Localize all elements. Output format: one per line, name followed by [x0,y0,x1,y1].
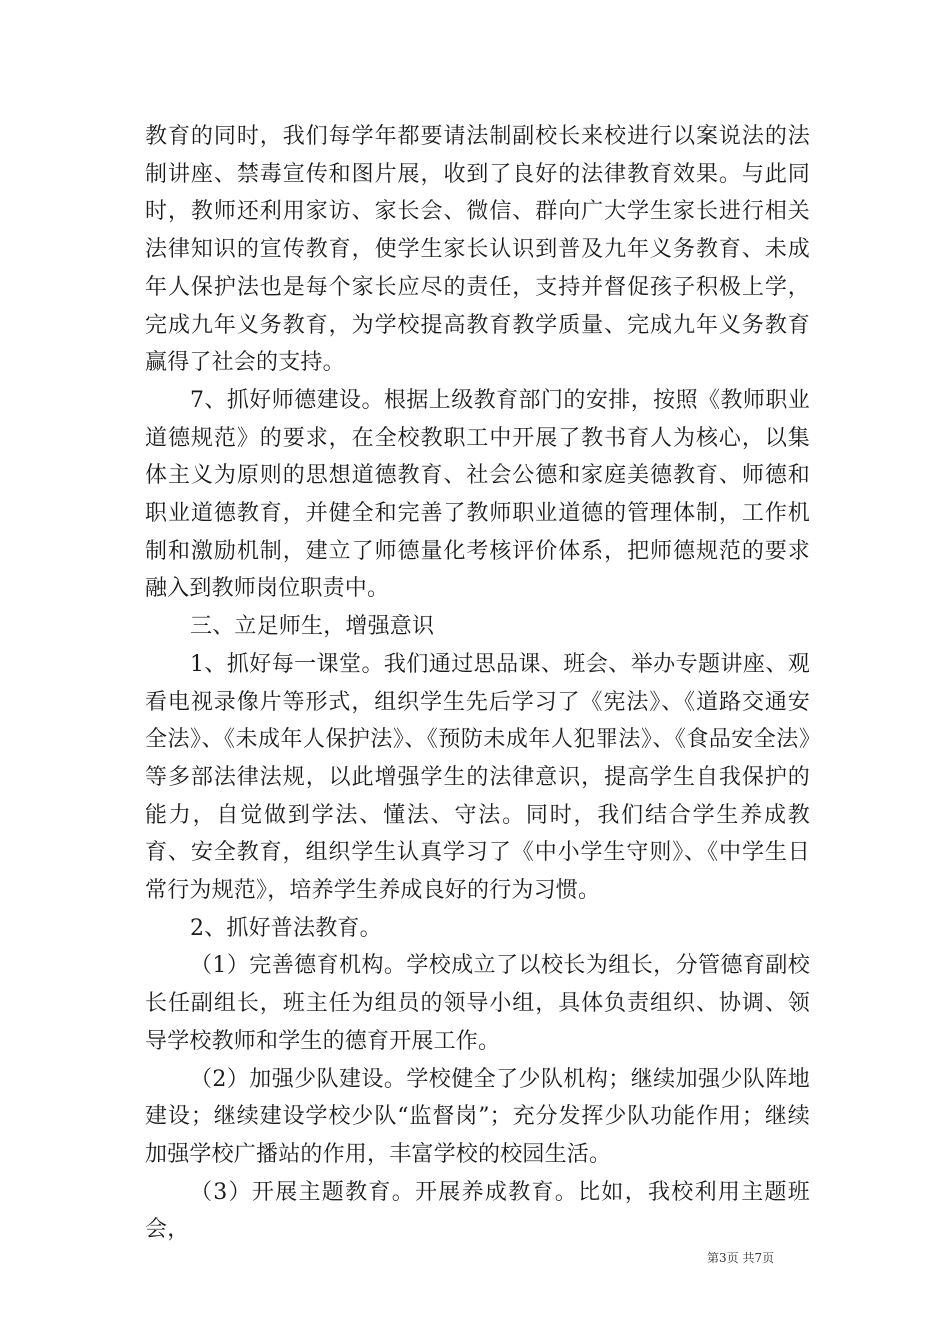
paragraph-item-7: 7、抓好师德建设。根据上级教育部门的安排，按照《教师职业道德规范》的要求，在全校教职工中开展了教书育人为核心，以集体主义为原则的思想道德教育、社会公德和家庭美德教育、师德和职业道德教育，并健全和完善了教师职业道德的管理体制，工作机制和激励机制，建立了师德量化考核评价体系，把师德规范的要求融入到教师岗位职责中。 [145,387,810,602]
paragraph-sub-1: （1）完善德育机构。学校成立了以校长为组长，分管德育副校长任副组长，班主任为组员的领导小组，具体负责组织、协调、领导学校教师和学生的德育开展工作。 [145,953,810,1054]
paragraph-sub-3: （3）开展主题教育。开展养成教育。比如，我校利用主题班会， [145,1179,810,1243]
page-number: 第3页 共7页 [707,1251,775,1265]
paragraph-item-2: 2、抓好普法教育。 [190,915,382,941]
paragraph-item-1: 1、抓好每一课堂。我们通过思品课、班会、举办专题讲座、观看电视录像片等形式，组织学生先后学习了《宪法》、《道路交通安全法》、《未成年人保护法》、《预防未成年人犯罪法》、《食品安全法》等多部法律法规，以此增强学生的法律意识，提高学生自我保护的能力，自觉做到学法、懂法、守法。同时，我们结合学生养成教育、安全教育，组织学生认真学习了《中小学生守则》、《中学生日常行为规范》，培养学生养成良好的行为习惯。 [145,651,810,904]
section-heading-3: 三、立足师生，增强意识 [190,614,435,640]
paragraph-sub-2: （2）加强少队建设。学校健全了少队机构；继续加强少队阵地建设；继续建设学校少队“监督岗”；充分发挥少队功能作用；继续加强学校广播站的作用，丰富学校的校园生活。 [145,1066,810,1167]
document-body [145,118,810,1249]
paragraph-continuation: 教育的同时，我们每学年都要请法制副校长来校进行以案说法的法制讲座、禁毒宣传和图片展，收到了良好的法律教育效果。与此同时，教师还利用家访、家长会、微信、群向广大学生家长进行相关法律知识的宣传教育，使学生家长认识到普及九年义务教育、未成年人保护法也是每个家长应尽的责任，支持并督促孩子积极上学，完成九年义务教育，为学校提高教育教学质量、完成九年义务教育赢得了社会的支持。 [145,124,810,376]
